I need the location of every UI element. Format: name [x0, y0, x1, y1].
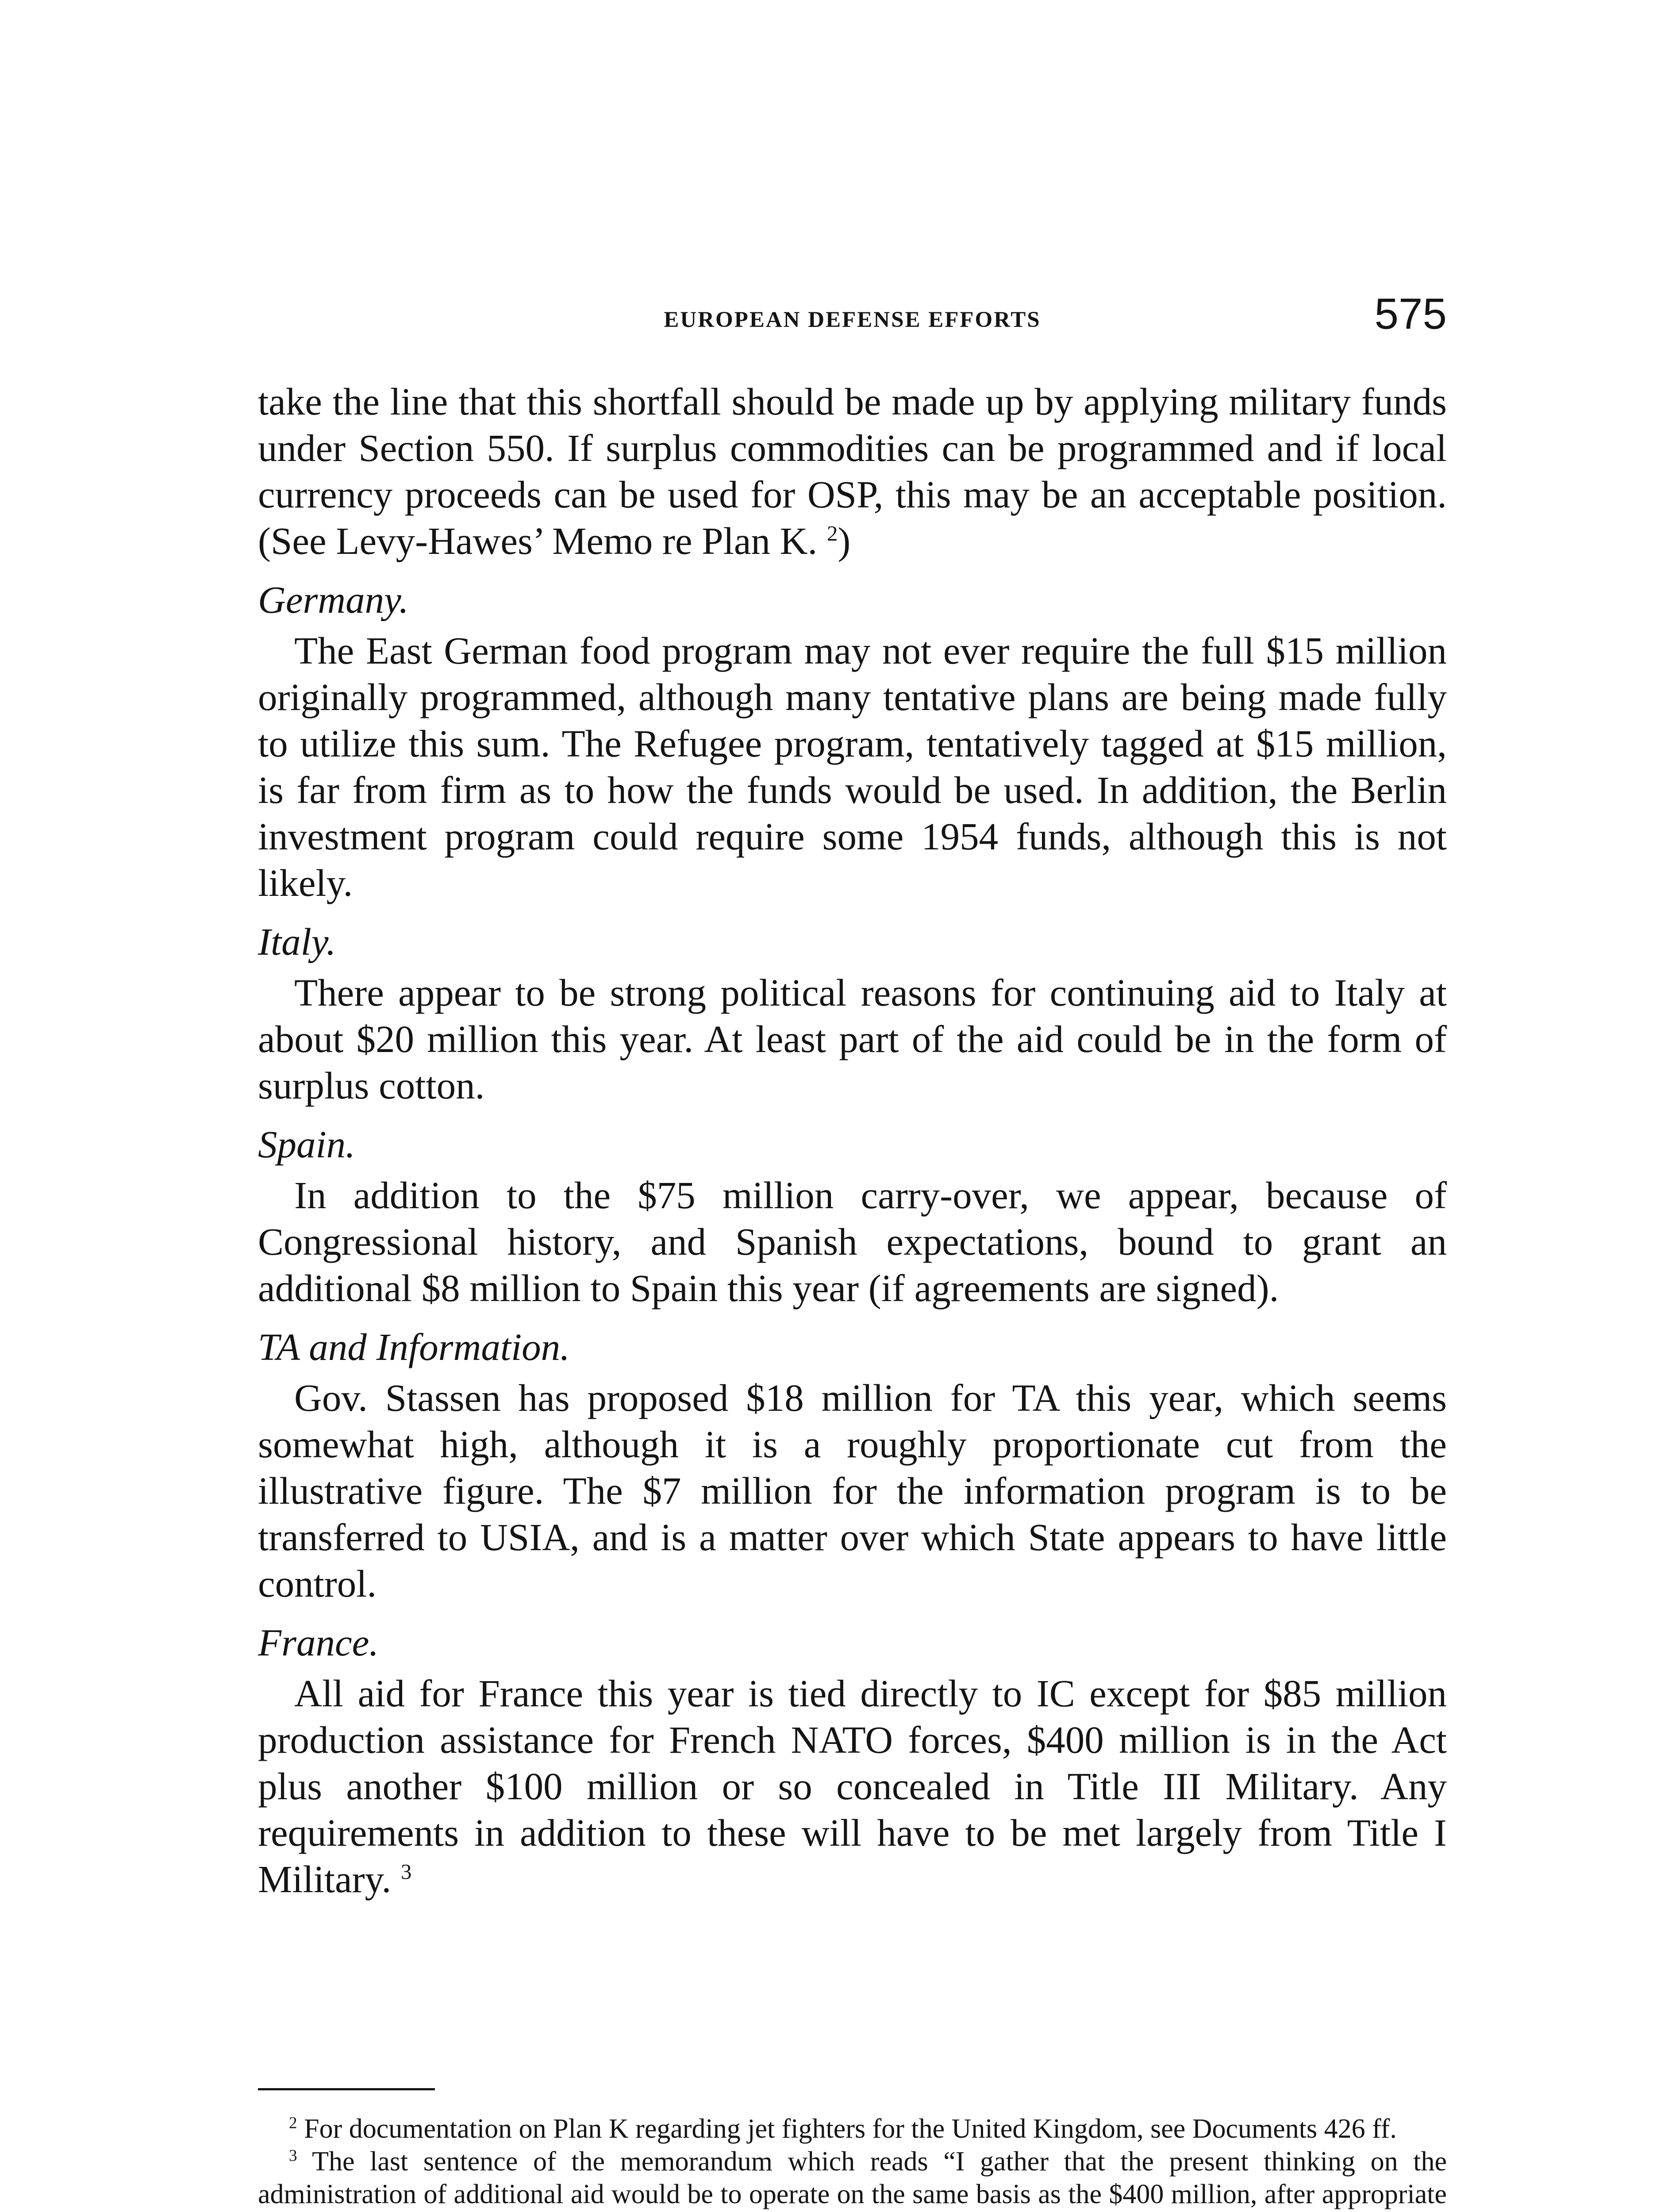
footnote-marker-3: 3: [289, 2147, 297, 2165]
footnote-3: [258, 2145, 1447, 2212]
section-heading-spain: Spain.: [258, 1123, 355, 1166]
section-paragraph-ta-information: Gov. Stassen has proposed $18 million for TA this year, which seems somewhat high, although it is a roughly proportionate cut from the illustrative figure. The $7 million for the information program is to be transferred to USIA, and is a matter over which State appears to have little control.: [258, 1376, 1447, 1605]
intro-closing: ): [838, 519, 851, 562]
intro-paragraph: [258, 378, 1447, 564]
section-heading-italy: Italy.: [258, 920, 336, 963]
document-page: [258, 0, 1447, 2212]
body-text: [258, 378, 1447, 1902]
section-heading-germany: Germany.: [258, 578, 409, 621]
page-number: 575: [1374, 289, 1447, 338]
france-text: All aid for France this year is tied directly to IC except for $85 million production assistance for French NATO forces, $400 million is in the Act plus another $100 million or so concealed in Title III Military. Any requirements in addition to these will have to be met largely from Title I Military.: [258, 1672, 1447, 1901]
running-head: [258, 289, 1447, 341]
section-heading-ta-information: TA and Information.: [258, 1325, 570, 1368]
section-paragraph-france: [258, 1670, 1447, 1902]
section-paragraph-italy: There appear to be strong political reasons for continuing aid to Italy at about $20 million this year. At least part of the aid could be in the form of surplus cotton.: [258, 971, 1447, 1107]
footnote-divider: [258, 2088, 435, 2090]
intro-text: take the line that this shortfall should be made up by applying military funds under Section 550. If surplus commodities can be programmed and if local currency proceeds can be used for OSP, this may be an acceptable position. (See Levy-Hawes’ Memo re Plan K.: [258, 380, 1447, 562]
footnotes: [258, 2112, 1447, 2212]
section-paragraph-spain: In addition to the $75 million carry-over, we appear, because of Congressional history, and Spanish expectations, bound to grant an additional $8 million to Spain this year (if agreements are signed).: [258, 1174, 1447, 1310]
footnote-ref-2: 2: [827, 522, 838, 545]
footnote-text-3: The last sentence of the memorandum which reads “I gather that the present thinking on the administration of additional aid would be to operate on the same basis as the $400 million, after appropriate: [258, 2147, 1447, 2209]
footnote-ref-3: 3: [400, 1860, 412, 1884]
section-heading-france: France.: [258, 1621, 379, 1664]
footnote-marker-2: 2: [289, 2114, 297, 2132]
footnote-text-2: For documentation on Plan K regarding jet fighters for the United Kingdom, see Documents 426 ff.: [297, 2114, 1397, 2144]
running-title: EUROPEAN DEFENSE EFFORTS: [664, 307, 1041, 332]
section-paragraph-germany: The East German food program may not ever require the full $15 million originally programmed, although many tentative plans are being made fully to utilize this sum. The Refugee program, tentatively tagged at $15 million, is far from firm as to how the funds would be used. In addition, the Berlin investment program could require some 1954 funds, although this is not likely.: [258, 629, 1447, 904]
footnote-2: [258, 2112, 1447, 2145]
